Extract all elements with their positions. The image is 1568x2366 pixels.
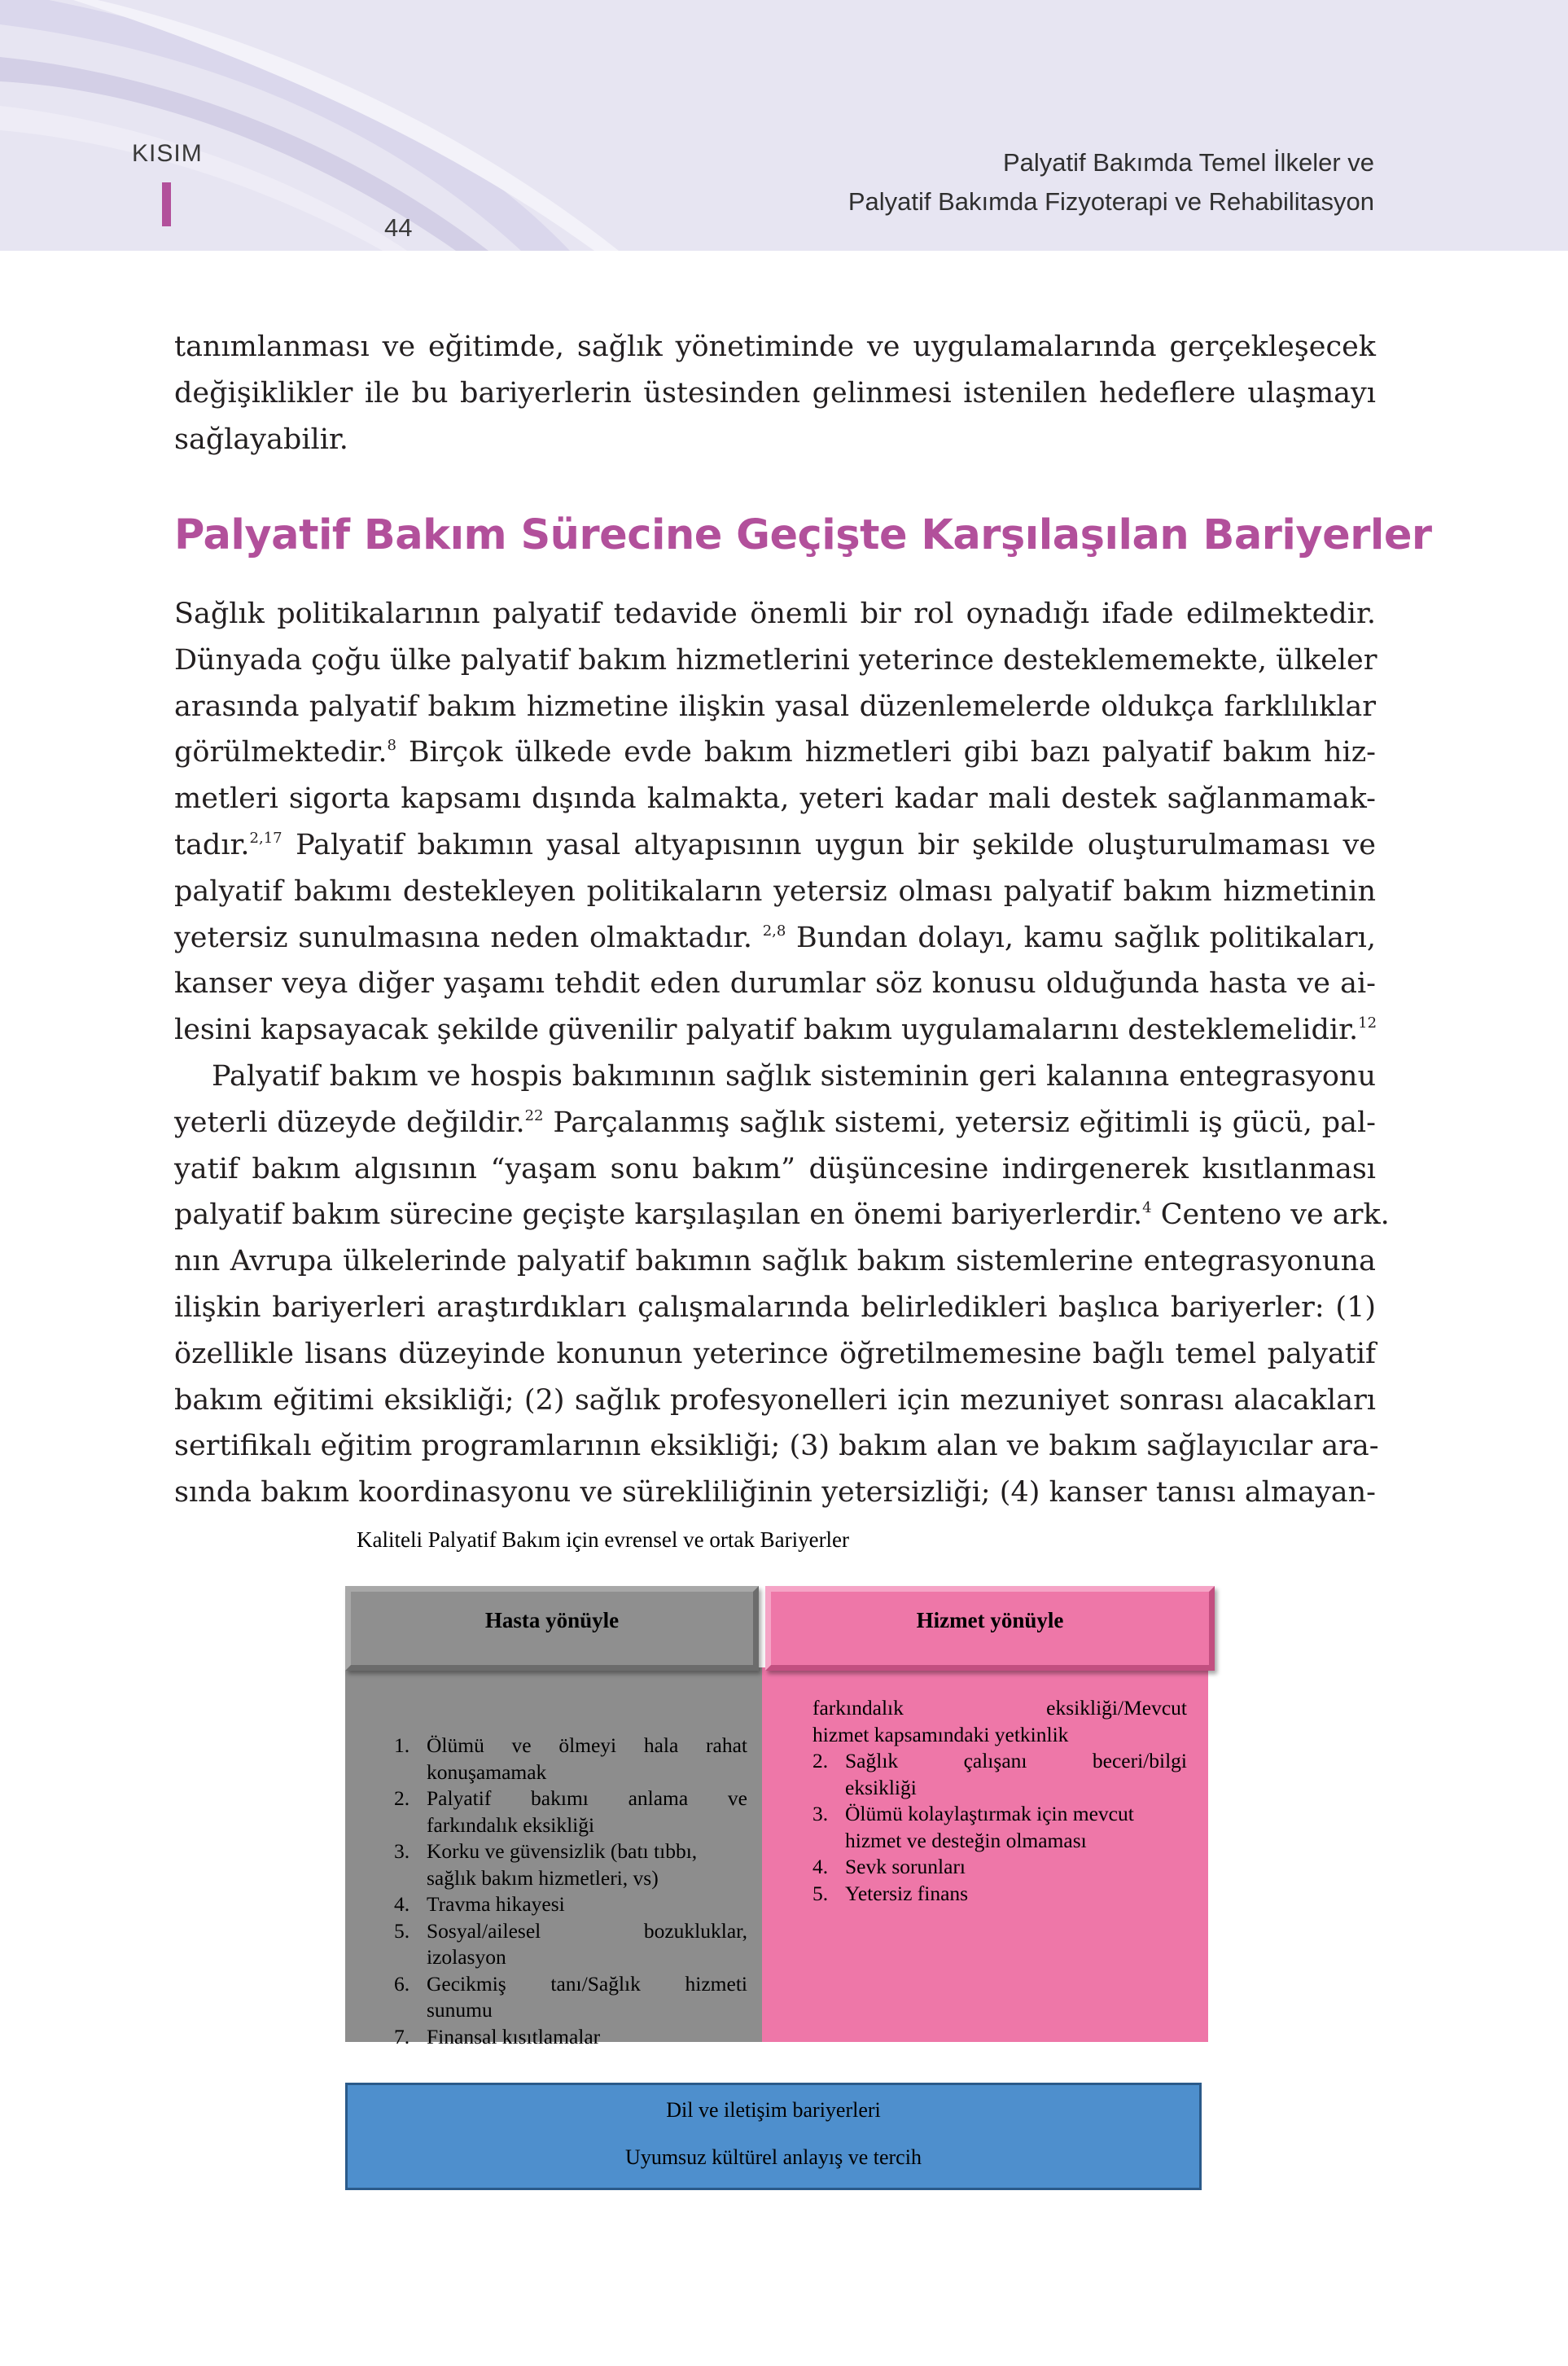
section-heading: Palyatif Bakım Sürecine Geçişte Karşılaşılan Bariyerler [174, 511, 1432, 559]
citation-superscript: 8 [387, 737, 396, 755]
list-item-line: Korku ve güvensizlik (batı tıbbı, [427, 1839, 698, 1863]
list-item-line: konuşamamak [427, 1759, 547, 1784]
text-run: lesini kapsayacak şekilde güvenilir palyatif bakım uygulamalarını desteklemelidir. [174, 1014, 1359, 1047]
text-line: sertifikalı eğitim programlarının eksikliği; (3) bakım alan ve bakım sağlayıcılar ara- [174, 1430, 1379, 1463]
list-item [812, 1801, 1187, 1854]
text-line: bakım eğitimi eksikliği; (2) sağlık profesyonelleri için mezuniyet sonrası alacakları [174, 1383, 1376, 1417]
text-run: görülmektedir. [174, 736, 388, 769]
citation-superscript: 12 [1358, 1014, 1377, 1032]
shared-barrier-line: Uyumsuz kültürel anlayış ve tercih [625, 2145, 922, 2169]
text-run: Centeno ve ark. [1151, 1198, 1390, 1232]
list-item [394, 1918, 747, 1971]
list-item [394, 2024, 747, 2051]
list-item-line: Yetersiz finans [845, 1881, 969, 1905]
text-run: yeterli düzeyde değildir. [174, 1106, 525, 1139]
text-line: yatif bakım algısının “yaşam sonu bakım” düşüncesine indirgenerek kısıtlanması [174, 1152, 1376, 1185]
citation-superscript: 4 [1142, 1199, 1152, 1217]
list-item [394, 1891, 747, 1918]
text-run: yetersiz sunulmasına neden olmaktadır. [174, 921, 763, 954]
text-line: metleri sigorta kapsamı dışında kalmakta, yeteri kadar mali destek sağlanmamak- [174, 782, 1376, 816]
list-item-line: hizmet kapsamındaki yetkinlik [812, 1722, 1069, 1746]
service-barrier-list [812, 1695, 1187, 1907]
text-line: sağlayabilir. [174, 423, 348, 456]
patient-barrier-list [394, 1733, 747, 2050]
list-number: 4. [394, 1892, 410, 1916]
list-item-line: farkındalık eksikliği/Mevcut [812, 1696, 1187, 1720]
running-title [848, 143, 1374, 221]
part-number-bar [162, 182, 171, 226]
running-title-line: Palyatif Bakımda Temel İlkeler ve [1002, 148, 1374, 177]
list-item-line: hizmet ve desteğin olmaması [845, 1828, 1087, 1852]
list-item-line: Sağlık çalışanı beceri/bilgi [845, 1749, 1187, 1772]
text-run: tadır. [174, 828, 250, 861]
page-number: 44 [384, 213, 413, 242]
text-line [174, 730, 1376, 776]
text-line: Sağlık politikalarının palyatif tedavide önemli bir rol oynadığı ifade edilmektedir. [174, 598, 1376, 630]
list-item-line: Sosyal/ailesel bozukluklar, [427, 1918, 747, 1943]
list-item [394, 1838, 747, 1891]
list-item-line: Palyatif bakımı anlama ve [427, 1786, 747, 1810]
barriers-figure [342, 1586, 1213, 2198]
text-line [174, 915, 1376, 962]
text-line: sında bakım koordinasyonu ve sürekliliğinin yetersizliği; (4) kanser tanısı almayan- [174, 1476, 1376, 1509]
list-number: 4. [812, 1855, 829, 1878]
list-number: 1. [394, 1733, 410, 1757]
list-item-line: Ölümü ve ölmeyi hala rahat [427, 1733, 747, 1757]
text-line: nın Avrupa ülkelerinde palyatif bakımın sağlık bakım sistemlerine entegrasyonuna [174, 1245, 1376, 1278]
text-line: palyatif bakımı destekleyen politikaların yetersiz olması palyatif bakım hizmetinin [174, 874, 1376, 908]
list-item [394, 1785, 747, 1838]
text-line: Palyatif bakım ve hospis bakımının sağlık sisteminin geri kalanına entegrasyonu [212, 1059, 1376, 1093]
intro-block [174, 324, 1376, 462]
shared-barriers-box [345, 2083, 1202, 2190]
paragraph-1 [174, 591, 1376, 1054]
list-item-line: Gecikmiş tanı/Sağlık hizmeti [427, 1971, 747, 1996]
text-run: Parçalanmış sağlık sistemi, yetersiz eğitimli iş gücü, pal- [543, 1106, 1376, 1139]
text-line: özellikle lisans düzeyinde konunun yeterince öğretilmemesine bağlı temel palyatif [174, 1337, 1376, 1370]
citation-superscript: 2,17 [249, 829, 283, 847]
list-item-continuation [812, 1695, 1187, 1748]
text-line [174, 1100, 1376, 1146]
list-number: 2. [394, 1786, 410, 1810]
text-run: palyatif bakım sürecine geçişte karşılaşılan en önemi bariyerlerdir. [174, 1198, 1143, 1232]
list-item-line: eksikliği [845, 1775, 917, 1799]
list-item-line: Sevk sorunları [845, 1855, 966, 1878]
list-number: 6. [394, 1971, 410, 1996]
figure-caption: Kaliteli Palyatif Bakım için evrensel ve ortak Bariyerler [357, 1527, 850, 1552]
list-number: 7. [394, 2024, 410, 2048]
list-number: 5. [394, 1918, 410, 1943]
section-body [174, 591, 1390, 1516]
text-line: Dünyada çoğu ülke palyatif bakım hizmetlerini yeterince desteklememekte, ülkeler [174, 643, 1377, 677]
text-line [174, 1007, 1376, 1054]
text-line: arasında palyatif bakım hizmetine ilişkin yasal düzenlemelerde oldukça farklılıklar [174, 690, 1376, 723]
list-item-line: Finansal kısıtlamalar [427, 2024, 601, 2048]
list-number: 5. [812, 1881, 829, 1905]
text-line: değişiklikler ile bu bariyerlerin üstesinden gelinmesi istenilen hedeflere ulaşmayı [174, 376, 1376, 410]
list-item [812, 1854, 1187, 1881]
list-number: 3. [812, 1802, 829, 1825]
text-run: Bundan dolayı, kamu sağlık politikaları, [786, 921, 1376, 954]
list-item [394, 1733, 747, 1785]
list-item [812, 1881, 1187, 1908]
citation-superscript: 22 [524, 1106, 544, 1124]
service-header-box: Hizmet yönüyle [765, 1586, 1215, 1671]
text-line [174, 822, 1376, 869]
patient-header-box: Hasta yönüyle [345, 1586, 759, 1671]
list-item-line: sunumu [427, 1998, 493, 2022]
text-line: tanımlanması ve eğitimde, sağlık yönetiminde ve uygulamalarında gerçekleşecek [174, 331, 1376, 363]
running-title-line: Palyatif Bakımda Fizyoterapi ve Rehabilitasyon [848, 187, 1374, 216]
list-item-line: farkındalık eksikliği [427, 1812, 595, 1837]
text-run: Birçok ülkede evde bakım hizmetleri gibi bazı palyatif bakım hiz- [396, 736, 1376, 769]
list-item [394, 1971, 747, 2024]
citation-superscript: 2,8 [762, 922, 786, 940]
paragraph-2 [174, 1054, 1390, 1516]
list-item-line: Travma hikayesi [427, 1892, 565, 1916]
shared-barrier-line: Dil ve iletişim bariyerleri [666, 2098, 881, 2122]
text-line: kanser veya diğer yaşamı tehdit eden durumlar söz konusu olduğunda hasta ve ai- [174, 967, 1376, 1001]
text-line [174, 1192, 1390, 1238]
intro-paragraph [174, 324, 1376, 462]
text-run: Palyatif bakımın yasal altyapısının uygun bir şekilde oluşturulmaması ve [282, 828, 1376, 861]
text-line: ilişkin bariyerleri araştırdıkları çalışmalarında belirledikleri başlıca bariyerler: (1) [174, 1290, 1376, 1324]
list-item [812, 1748, 1187, 1801]
list-item-line: izolasyon [427, 1945, 506, 1969]
list-item-line: Ölümü kolaylaştırmak için mevcut [845, 1802, 1134, 1825]
list-number: 3. [394, 1839, 410, 1863]
part-label: KISIM [132, 140, 203, 167]
list-item-line: sağlık bakım hizmetleri, vs) [427, 1865, 659, 1890]
page-header [0, 0, 1568, 251]
list-number: 2. [812, 1749, 829, 1772]
